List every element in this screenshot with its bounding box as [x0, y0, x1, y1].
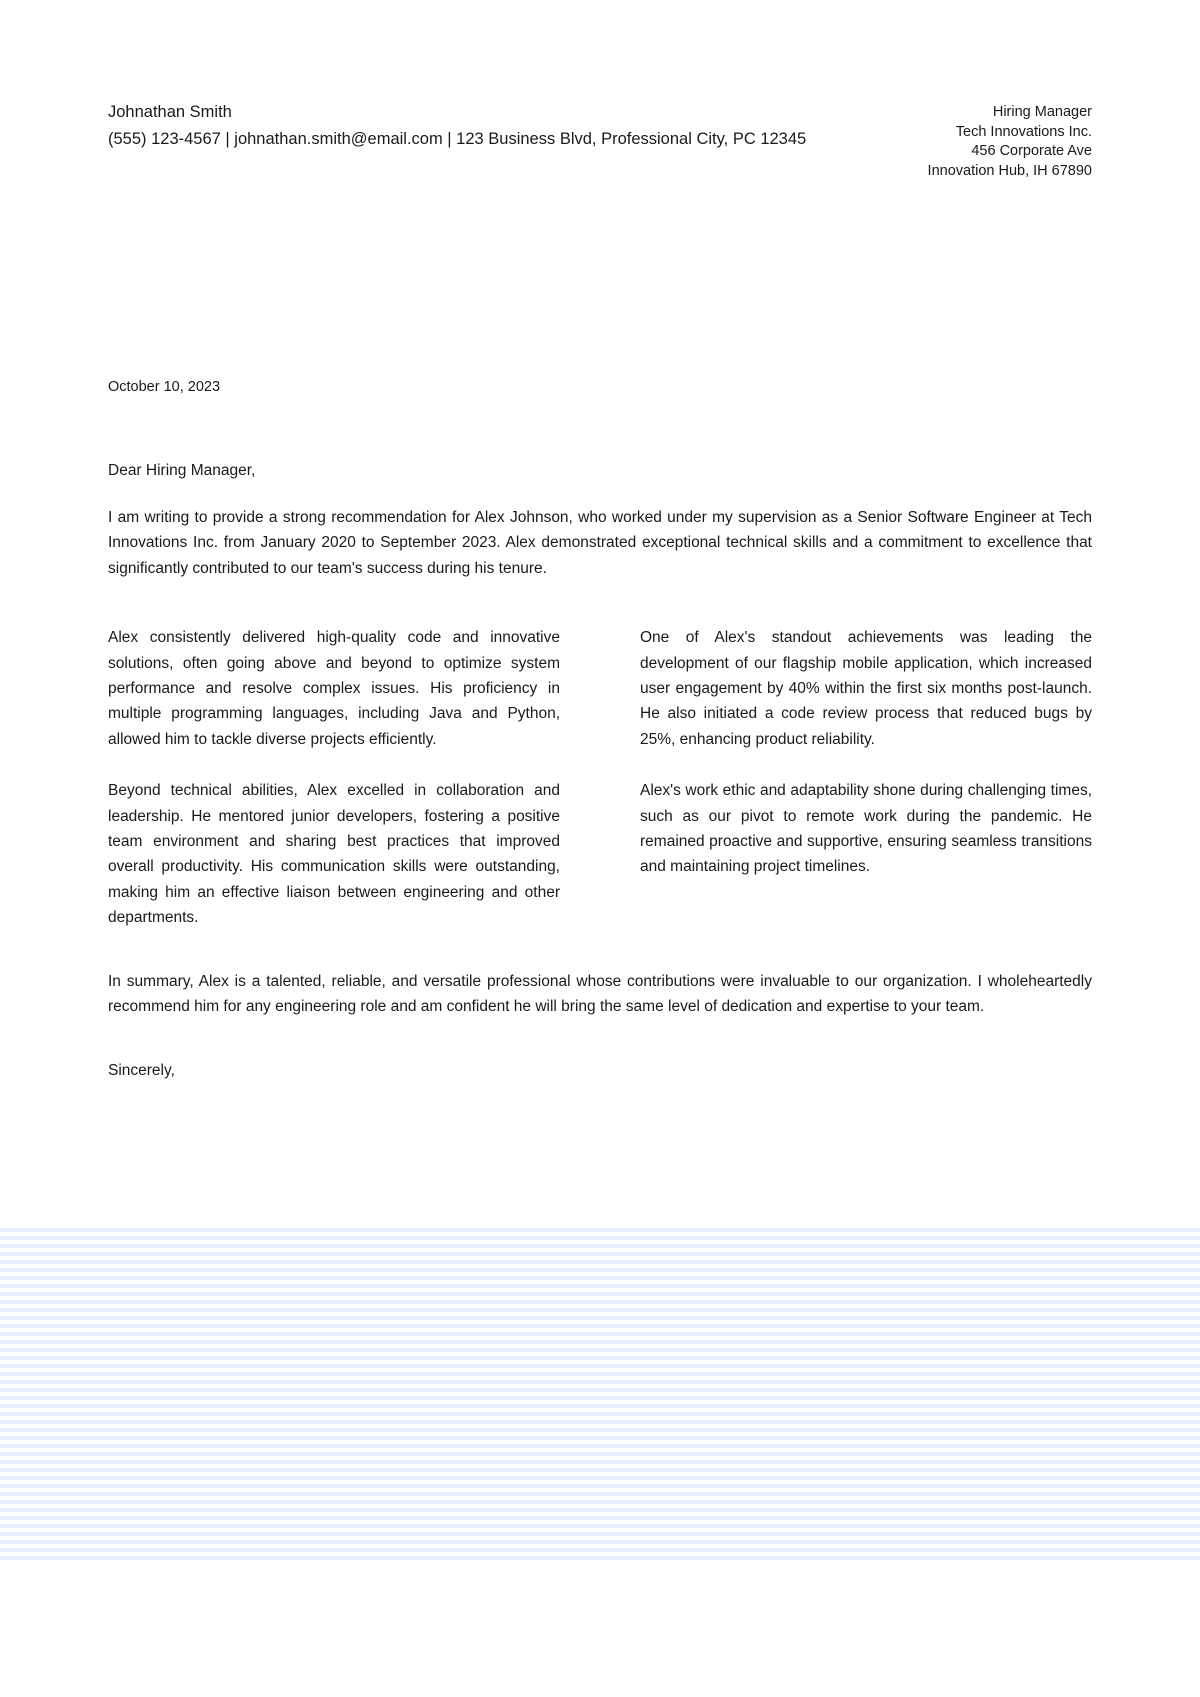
decorative-striped-band [0, 1228, 1200, 1560]
left-column-paragraph-1: Alex consistently delivered high-quality code and innovative solutions, often going above and beyond to optimize system performance and resolve complex issues. His proficiency in multiple programming languages, including Java and Python, allowed him to tackle diverse projects efficiently. [108, 629, 560, 748]
sender-contact-line: (555) 123-4567 | johnathan.smith@email.com | 123 Business Blvd, Professional City, PC 12345 [108, 130, 807, 148]
recipient-address-block [928, 100, 1092, 181]
right-column-paragraph-1: One of Alex's standout achievements was leading the development of our flagship mobile application, which increased user engagement by 40% within the first six months post-launch. He also initiated a code review process that reduced bugs by 25%, enhancing product reliability. [640, 629, 1092, 748]
sender-name: Johnathan Smith [108, 103, 232, 121]
closing-salutation: Sincerely, [108, 1061, 175, 1079]
recipient-city-state-zip: Innovation Hub, IH 67890 [927, 162, 1092, 179]
right-column [640, 625, 1092, 930]
recipient-title: Hiring Manager [992, 104, 1092, 120]
left-column-paragraph-2: Beyond technical abilities, Alex excelled in collaboration and leadership. He mentored junior developers, fostering a positive team environment and sharing best practices that improved overall productivity. His communication skills were outstanding, making him an effective liaison between engineering and other departments. [108, 782, 560, 927]
salutation: Dear Hiring Manager, [108, 462, 256, 479]
recipient-street: 456 Corporate Ave [971, 143, 1092, 159]
recipient-company: Tech Innovations Inc. [955, 123, 1092, 140]
letter-header [108, 0, 1092, 181]
sender-address-block [108, 100, 806, 151]
letter-date: October 10, 2023 [108, 379, 221, 395]
left-column [108, 625, 560, 930]
two-column-body [108, 625, 1092, 930]
summary-paragraph: In summary, Alex is a talented, reliable, and versatile professional whose contributions were invaluable to our organization. I wholeheartedly recommend him for any engineering role and am confident he will bring the same level of dedication and expertise to your team. [108, 972, 1092, 1016]
intro-paragraph: I am writing to provide a strong recommendation for Alex Johnson, who worked under my supervision as a Senior Software Engineer at Tech Innovations Inc. from January 2020 to September 2023. Alex demonstrated exceptional technical skills and a commitment to excellence that significantly contributed to our team's success during his tenure. [108, 509, 1092, 577]
right-column-paragraph-2: Alex's work ethic and adaptability shone during challenging times, such as our pivot to remote work during the pandemic. He remained proactive and supportive, ensuring seamless transitions and maintaining project timelines. [640, 782, 1092, 876]
page-footer-whitespace [0, 1560, 1200, 1697]
